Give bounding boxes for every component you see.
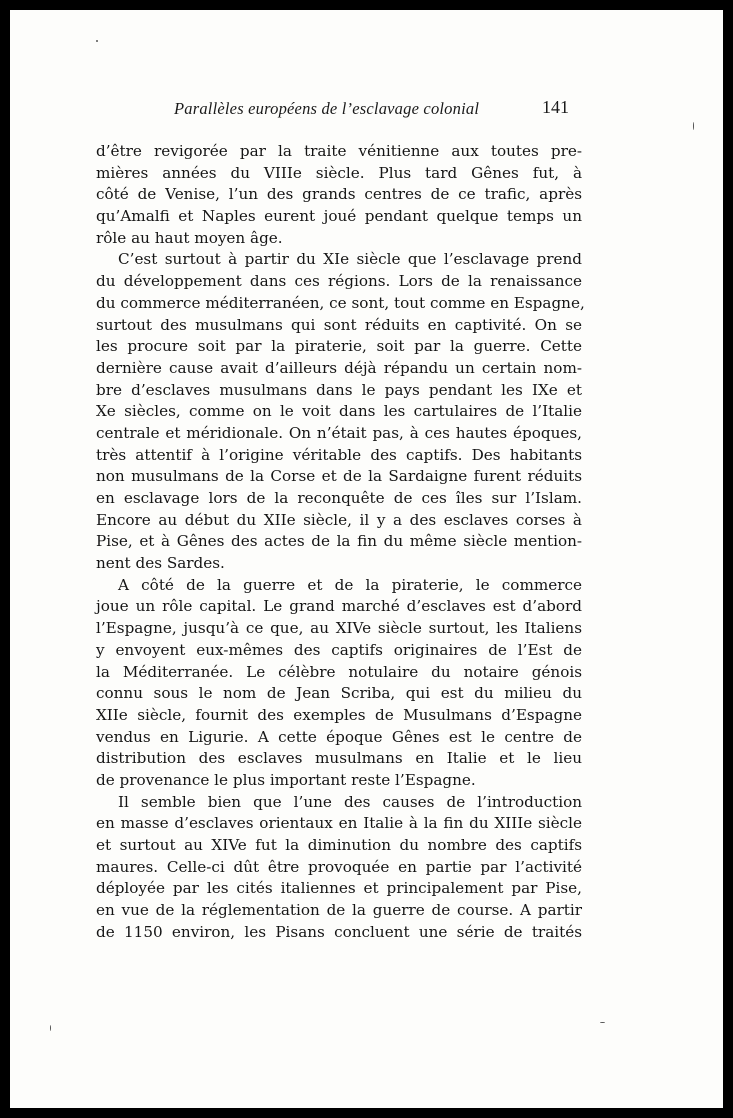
- text-line: centrale et méridionale. On n’était pas, à ces hautes époques,: [96, 423, 582, 442]
- text-line: déployée par les cités italiennes et principalement par Pise,: [96, 879, 582, 898]
- text-line: en vue de la réglementation de la guerre de course. A partir: [96, 901, 582, 920]
- text-line: maures. Celle-ci dût être provoquée en partie par l’activité: [96, 857, 582, 876]
- text-line: non musulmans de la Corse et de la Sardaigne furent réduits: [96, 467, 582, 486]
- book-page: [10, 10, 723, 1108]
- text-line: en masse d’esclaves orientaux en Italie à la fin du XIIIe siècle: [96, 814, 582, 833]
- running-title: Parallèles européens de l’esclavage colonial: [174, 99, 480, 118]
- text-line: distribution des esclaves musulmans en Italie et le lieu: [96, 749, 582, 768]
- text-line: la Méditerranée. Le célèbre notulaire du notaire génois: [96, 662, 582, 681]
- text-line: Il semble bien que l’une des causes de l’introduction: [118, 792, 582, 811]
- text-line: très attentif à l’origine véritable des captifs. Des habitants: [96, 445, 582, 464]
- body-text: [96, 141, 585, 943]
- text-line: l’Espagne, jusqu’à ce que, au XIVe siècle surtout, les Italiens: [96, 619, 582, 638]
- text-line: Encore au début du XIIe siècle, il y a des esclaves corses à: [96, 510, 582, 529]
- text-line: les procure soit par la piraterie, soit par la guerre. Cette: [96, 337, 582, 356]
- text-line: Pise, et à Gênes des actes de la fin du même siècle mention-: [96, 532, 582, 551]
- paragraph: [96, 575, 582, 792]
- page-number: 141: [542, 97, 569, 117]
- text-line: dernière cause avait d’ailleurs déjà répandu un certain nom-: [96, 358, 582, 377]
- text-line: qu’Amalfi et Naples eurent joué pendant quelque temps un: [96, 207, 582, 226]
- text-line: Xe siècles, comme on le voit dans les cartulaires de l’Italie: [96, 402, 582, 421]
- text-line: en esclavage lors de la reconquête de ces îles sur l’Islam.: [96, 489, 582, 507]
- text-line: du développement dans ces régions. Lors de la renaissance: [96, 272, 582, 291]
- text-line: du commerce méditerranéen, ce sont, tout comme en Espagne,: [96, 293, 585, 312]
- text-line: vendus en Ligurie. A cette époque Gênes est le centre de: [96, 727, 582, 746]
- text-line: A côté de la guerre et de la piraterie, le commerce: [118, 575, 582, 594]
- text-line: C’est surtout à partir du XIe siècle que l’esclavage prend: [118, 250, 582, 269]
- text-line: et surtout au XIVe fut la diminution du nombre des captifs: [96, 836, 582, 854]
- scan-speck: [96, 40, 98, 42]
- text-line: de provenance le plus important reste l’Espagne.: [96, 770, 476, 789]
- text-line: de 1150 environ, les Pisans concluent une série de traités: [96, 922, 582, 941]
- text-line: rôle au haut moyen âge.: [96, 228, 283, 247]
- text-line: côté de Venise, l’un des grands centres de ce trafic, après: [96, 185, 582, 204]
- text-line: d’être revigorée par la traite vénitienne aux toutes pre-: [96, 142, 582, 160]
- page-header: [10, 99, 723, 123]
- paragraph: [96, 249, 585, 574]
- scan-speck: [600, 1022, 605, 1023]
- scan-speck: [693, 122, 694, 130]
- text-line: XIIe siècle, fournit des exemples de Musulmans d’Espagne: [96, 705, 582, 724]
- paragraph: [96, 141, 582, 249]
- text-line: joue un rôle capital. Le grand marché d’esclaves est d’abord: [96, 597, 582, 616]
- text-line: connu sous le nom de Jean Scriba, qui est du milieu du: [96, 684, 582, 703]
- paragraph: [96, 792, 582, 944]
- text-line: nent des Sardes.: [96, 554, 225, 573]
- text-line: y envoyent eux-mêmes des captifs originaires de l’Est de: [96, 640, 582, 659]
- text-line: bre d’esclaves musulmans dans le pays pendant les IXe et: [96, 380, 582, 399]
- text-line: mières années du VIIIe siècle. Plus tard Gênes fut, à: [96, 163, 582, 182]
- scan-speck: [50, 1025, 51, 1031]
- text-line: surtout des musulmans qui sont réduits en captivité. On se: [96, 315, 582, 334]
